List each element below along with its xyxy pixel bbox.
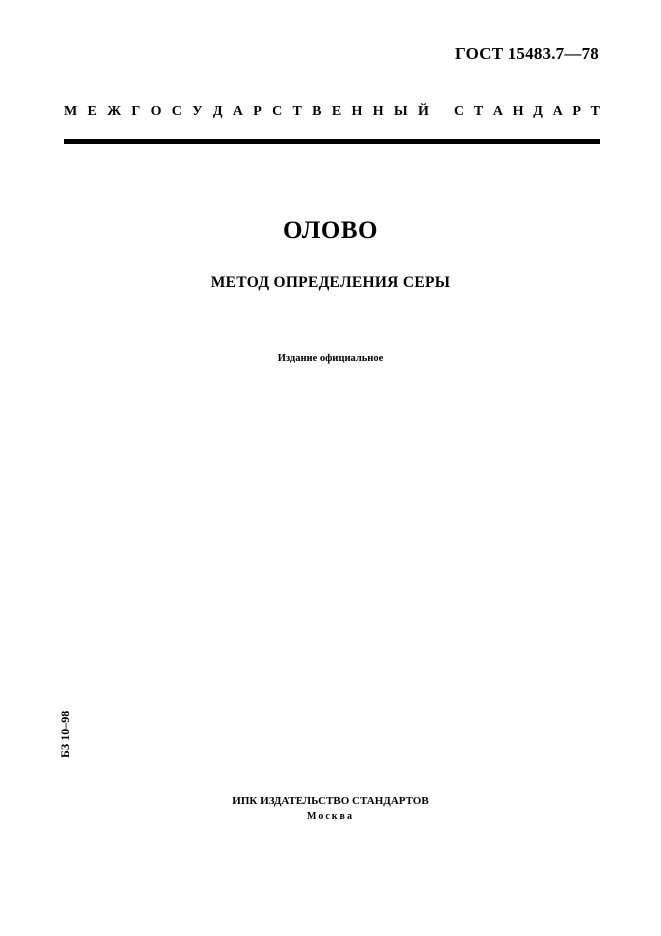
publisher-city: Москва (307, 811, 354, 822)
interstate-standard-banner (64, 104, 600, 120)
banner-word-standard (454, 104, 600, 120)
banner-letter: У (192, 104, 203, 119)
banner-letter: С (171, 104, 182, 119)
document-subtitle: МЕТОД ОПРЕДЕЛЕНИЯ СЕРЫ (210, 274, 451, 291)
banner-word-interstate (64, 104, 429, 120)
banner-letter: Р (572, 104, 581, 119)
standard-number: ГОСТ 15483.7—78 (455, 44, 599, 63)
banner-letter: Т (473, 104, 484, 119)
banner-letter: Е (331, 104, 342, 119)
document-title: ОЛОВО (283, 217, 378, 244)
banner-letter: Ы (393, 104, 408, 119)
banner-letter: Т (292, 104, 302, 119)
banner-letter: Н (372, 104, 384, 119)
banner-letter: Г (131, 104, 141, 119)
banner-letter: А (232, 104, 243, 119)
banner-letter: Н (512, 104, 524, 119)
banner-letter: Д (212, 104, 223, 119)
banner-letter: С (454, 104, 465, 119)
banner-letter: Д (533, 104, 543, 119)
banner-letter: Й (417, 104, 429, 119)
banner-letter: Т (590, 104, 600, 119)
banner-letter: Н (351, 104, 363, 119)
banner-letter: А (492, 104, 503, 119)
banner-letter: В (312, 104, 322, 119)
side-catalog-code: БЗ 10–98 (58, 710, 72, 758)
banner-letter: Ж (107, 104, 122, 119)
edition-label: Издание официальное (277, 353, 384, 364)
publisher-name: ИПК ИЗДАТЕЛЬСТВО СТАНДАРТОВ (232, 795, 429, 807)
banner-letter: А (552, 104, 563, 119)
header-divider (64, 139, 600, 144)
banner-letter: Е (87, 104, 97, 119)
banner-letter: О (150, 104, 162, 119)
banner-letter: М (64, 104, 78, 119)
banner-letter: Р (253, 104, 262, 119)
banner-letter: С (272, 104, 283, 119)
